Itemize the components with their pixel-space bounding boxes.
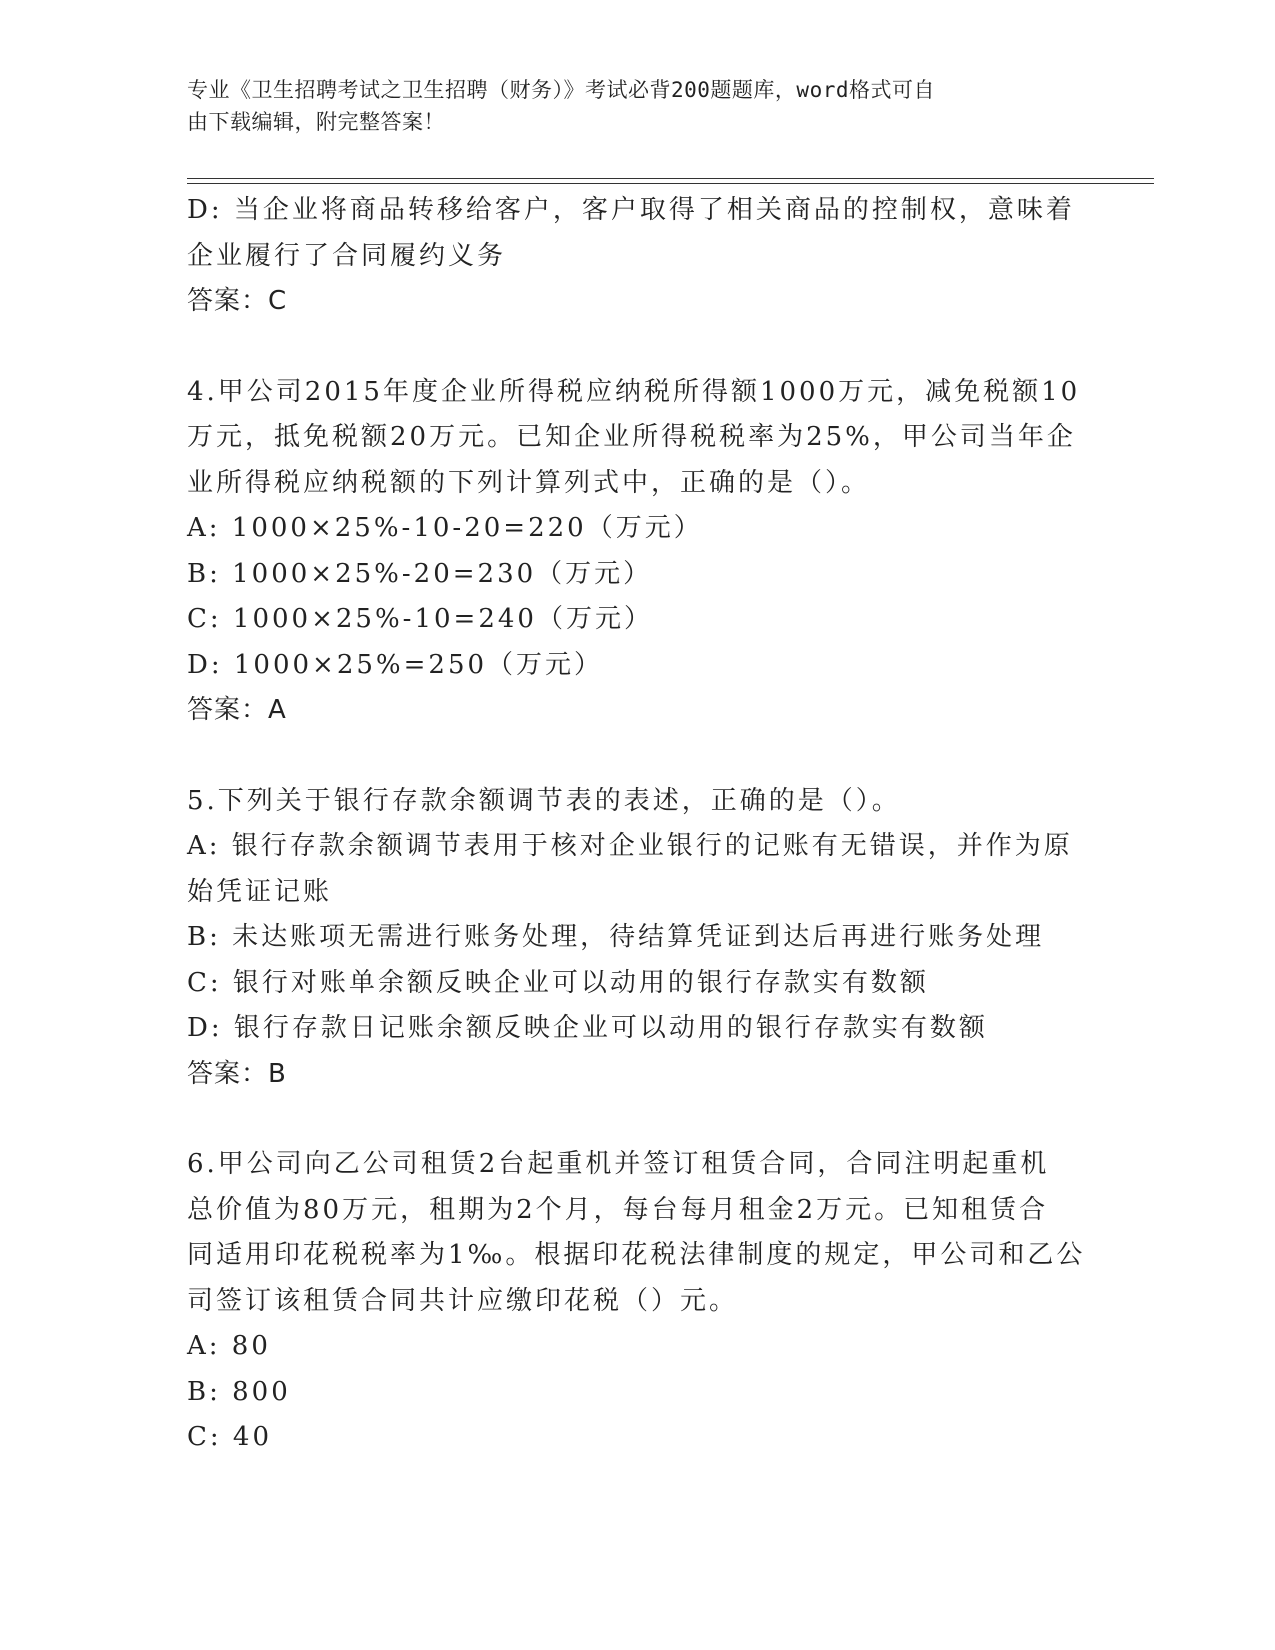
question-6 [187,1142,1087,1461]
option-c: C: 40 [187,1422,273,1452]
question-stem: 同适用印花税税率为1‰。根据印花税法律制度的规定，甲公司和乙公 [187,1240,1086,1270]
option-d: D: 1000×25%=250（万元） [187,649,604,680]
option-a: A: 80 [187,1331,271,1361]
header-title-line-2: 由下载编辑，附完整答案！ [187,110,445,134]
question-stem: 6.甲公司向乙公司租赁2台起重机并签订租赁合同，合同注明起重机 [187,1149,1050,1179]
question-stem: 4.甲公司2015年度企业所得税应纳税所得额1000万元，减免税额10 [187,376,1081,407]
option-c: C: 1000×25%-10=240（万元） [187,604,653,634]
question-stem: 万元，抵免税额20万元。已知企业所得税税率为25%，甲公司当年企 [187,422,1076,452]
page-header [187,74,1067,138]
answer-label: 答案：B [187,1058,287,1089]
question-5 [187,779,1087,1098]
question-stem: 司签订该租赁合同共计应缴印花税（）元。 [187,1285,739,1316]
question-3-continuation [187,188,1087,325]
option-b: B: 800 [187,1376,291,1407]
option-a: A: 银行存款余额调节表用于核对企业银行的记账有无错误，并作为原 [187,831,1073,861]
option-c: C: 银行对账单余额反映企业可以动用的银行存款实有数额 [187,967,929,998]
answer-label: 答案：C [187,286,288,316]
option-a: A: 1000×25%-10-20=220（万元） [187,513,703,543]
option-d: D: 当企业将商品转移给客户，客户取得了相关商品的控制权，意味着 [187,195,1075,225]
option-b: B: 未达账项无需进行账务处理，待结算凭证到达后再进行账务处理 [187,922,1045,952]
option-d-continued: 企业履行了合同履约义务 [187,240,507,271]
option-d: D: 银行存款日记账余额反映企业可以动用的银行存款实有数额 [187,1013,988,1043]
answer-label: 答案：A [187,695,287,725]
question-content [187,188,1087,1461]
question-4 [187,370,1087,734]
question-stem: 总价值为80万元，租期为2个月，每台每月租金2万元。已知租赁合 [187,1194,1049,1225]
option-b: B: 1000×25%-20=230（万元） [187,558,653,589]
question-stem: 5.下列关于银行存款余额调节表的表述，正确的是（）。 [187,785,901,816]
header-title-line-1: 专业《卫生招聘考试之卫生招聘（财务）》考试必背200题题库，word格式可自 [187,78,935,102]
question-stem: 业所得税应纳税额的下列计算列式中，正确的是（）。 [187,467,871,498]
header-divider [187,178,1154,184]
option-a-continued: 始凭证记账 [187,876,333,907]
